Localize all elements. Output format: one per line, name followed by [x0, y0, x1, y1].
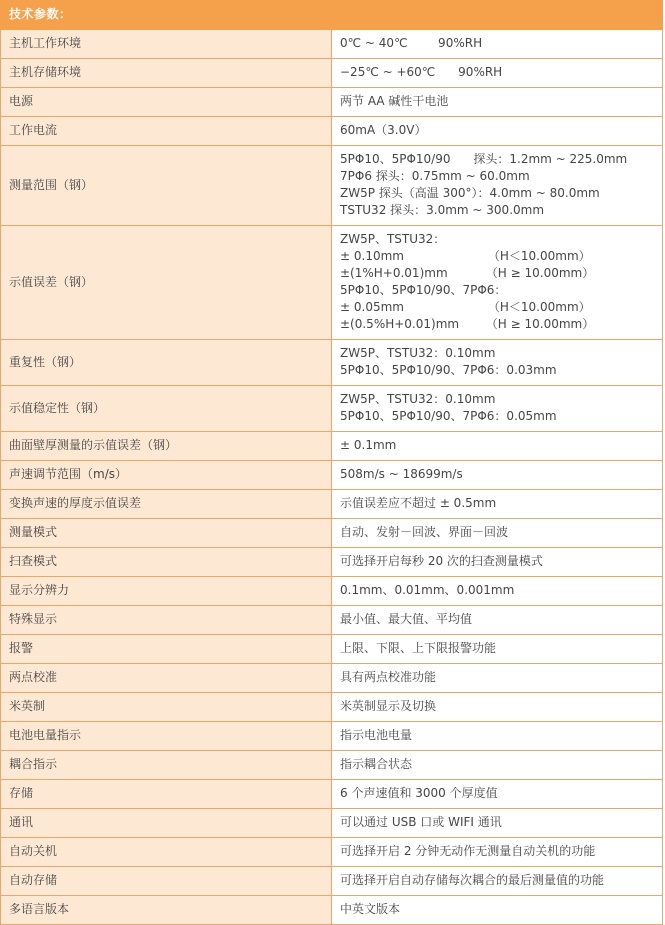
spec-value: [332, 722, 663, 751]
spec-value-line: 60mA（3.0V）: [340, 123, 427, 137]
spec-value-line: 示值误差应不超过 ± 0.5mm: [340, 496, 497, 510]
spec-value: [332, 30, 663, 59]
spec-label: 存储: [1, 780, 332, 809]
spec-label: 示值误差（钢）: [1, 226, 332, 340]
spec-label: 重复性（钢）: [1, 340, 332, 386]
table-row: [1, 635, 663, 664]
spec-label: 主机工作环境: [1, 30, 332, 59]
spec-value-line: ZW5P、TSTU32：0.10mm: [340, 392, 496, 406]
spec-value: [332, 340, 663, 386]
spec-value-line: 自动、发射－回波、界面－回波: [340, 525, 509, 539]
table-row: [1, 838, 663, 867]
spec-label: 工作电流: [1, 117, 332, 146]
spec-value: [332, 490, 663, 519]
spec-label: 声速调节范围（m/s）: [1, 461, 332, 490]
table-row: [1, 548, 663, 577]
table-row: [1, 117, 663, 146]
spec-value-line: 0.1mm、0.01mm、0.001mm: [340, 583, 515, 597]
table-row: [1, 432, 663, 461]
spec-value: [332, 809, 663, 838]
table-row: [1, 30, 663, 59]
spec-label: 米英制: [1, 693, 332, 722]
spec-label: 变换声速的厚度示值误差: [1, 490, 332, 519]
spec-label: 通讯: [1, 809, 332, 838]
spec-value: [332, 548, 663, 577]
table-title: 技术参数：: [1, 1, 663, 30]
spec-label: 曲面壁厚测量的示值误差（钢）: [1, 432, 332, 461]
spec-value-line: 具有两点校准功能: [340, 670, 437, 684]
spec-value-line: 可以通过 USB 口或 WIFI 通讯: [340, 815, 502, 829]
spec-value: [332, 896, 663, 925]
spec-label: 主机存储环境: [1, 59, 332, 88]
table-row: [1, 751, 663, 780]
spec-value-line: 可选择开启 2 分钟无动作无测量自动关机的功能: [340, 844, 596, 858]
spec-value-line: 5PΦ10、5PΦ10/90、7PΦ6：0.05mm: [340, 409, 557, 423]
spec-value-line: 5PΦ10、5PΦ10/90 探头：1.2mm ~ 225.0mm: [340, 152, 628, 166]
spec-value-line: 两节 AA 碱性干电池: [340, 94, 449, 108]
spec-label: 电源: [1, 88, 332, 117]
table-row: [1, 88, 663, 117]
table-row: [1, 146, 663, 226]
spec-value: [332, 693, 663, 722]
spec-label: 自动关机: [1, 838, 332, 867]
spec-value: [332, 88, 663, 117]
spec-value-line: 可选择开启每秒 20 次的扫查测量模式: [340, 554, 543, 568]
spec-value-line: 指示电池电量: [340, 728, 413, 742]
spec-label: 特殊显示: [1, 606, 332, 635]
spec-value-line: 5PΦ10、5PΦ10/90、7PΦ6：: [340, 283, 507, 297]
spec-value-line: 最小值、最大值、平均值: [340, 612, 473, 626]
spec-value: [332, 146, 663, 226]
table-row: [1, 896, 663, 925]
table-row: [1, 780, 663, 809]
spec-value-line: TSTU32 探头：3.0mm ~ 300.0mm: [340, 203, 545, 217]
spec-label: 自动存储: [1, 867, 332, 896]
spec-value-line: ± 0.10mm （H＜10.00mm）: [340, 249, 591, 263]
table-row: [1, 226, 663, 340]
spec-value-line: −25℃ ~ +60℃ 90%RH: [340, 65, 503, 79]
spec-label: 多语言版本: [1, 896, 332, 925]
spec-value-line: 0℃ ~ 40℃ 90%RH: [340, 36, 483, 50]
spec-label: 扫查模式: [1, 548, 332, 577]
table-row: [1, 693, 663, 722]
table-row: [1, 490, 663, 519]
spec-label: 耦合指示: [1, 751, 332, 780]
table-row: [1, 606, 663, 635]
spec-value-line: 中英文版本: [340, 902, 401, 916]
spec-value: [332, 461, 663, 490]
spec-value-line: ZW5P、TSTU32：: [340, 232, 446, 246]
spec-value-line: ± 0.05mm （H＜10.00mm）: [340, 300, 591, 314]
spec-label: 显示分辨力: [1, 577, 332, 606]
table-header-row: [1, 1, 663, 30]
spec-label: 报警: [1, 635, 332, 664]
spec-value: [332, 386, 663, 432]
spec-value-line: 上限、下限、上下限报警功能: [340, 641, 497, 655]
spec-value-line: 5PΦ10、5PΦ10/90、7PΦ6：0.03mm: [340, 363, 557, 377]
spec-value: [332, 432, 663, 461]
spec-value: [332, 59, 663, 88]
spec-value: [332, 867, 663, 896]
spec-value: [332, 606, 663, 635]
table-row: [1, 867, 663, 896]
spec-value-line: ±(1%H+0.01)mm （H ≥ 10.00mm）: [340, 266, 595, 280]
spec-label: 示值稳定性（钢）: [1, 386, 332, 432]
spec-value-line: ±(0.5%H+0.01)mm （H ≥ 10.00mm）: [340, 317, 595, 331]
spec-value-line: ZW5P、TSTU32：0.10mm: [340, 346, 496, 360]
spec-value: [332, 577, 663, 606]
table-row: [1, 722, 663, 751]
spec-value: [332, 117, 663, 146]
spec-value: [332, 664, 663, 693]
spec-value-line: 508m/s ~ 18699m/s: [340, 467, 463, 481]
spec-label: 测量模式: [1, 519, 332, 548]
table-row: [1, 664, 663, 693]
table-row: [1, 461, 663, 490]
table-row: [1, 386, 663, 432]
spec-label: 电池电量指示: [1, 722, 332, 751]
spec-value-line: ± 0.1mm: [340, 438, 397, 452]
spec-value-line: 米英制显示及切换: [340, 699, 437, 713]
table-row: [1, 577, 663, 606]
table-row: [1, 809, 663, 838]
table-body: [1, 1, 663, 925]
spec-value-line: 指示耦合状态: [340, 757, 413, 771]
spec-value-line: ZW5P 探头（高温 300°）：4.0mm ~ 80.0mm: [340, 186, 600, 200]
spec-value: [332, 838, 663, 867]
spec-value: [332, 751, 663, 780]
table-row: [1, 519, 663, 548]
spec-value-line: 可选择开启自动存储每次耦合的最后测量值的功能: [340, 873, 605, 887]
spec-value-line: 6 个声速值和 3000 个厚度值: [340, 786, 498, 800]
spec-label: 两点校准: [1, 664, 332, 693]
spec-label: 测量范围（钢）: [1, 146, 332, 226]
spec-value: [332, 780, 663, 809]
table-row: [1, 340, 663, 386]
spec-value-line: 7PΦ6 探头：0.75mm ~ 60.0mm: [340, 169, 530, 183]
spec-value: [332, 519, 663, 548]
table-row: [1, 59, 663, 88]
spec-value: [332, 635, 663, 664]
spec-value: [332, 226, 663, 340]
